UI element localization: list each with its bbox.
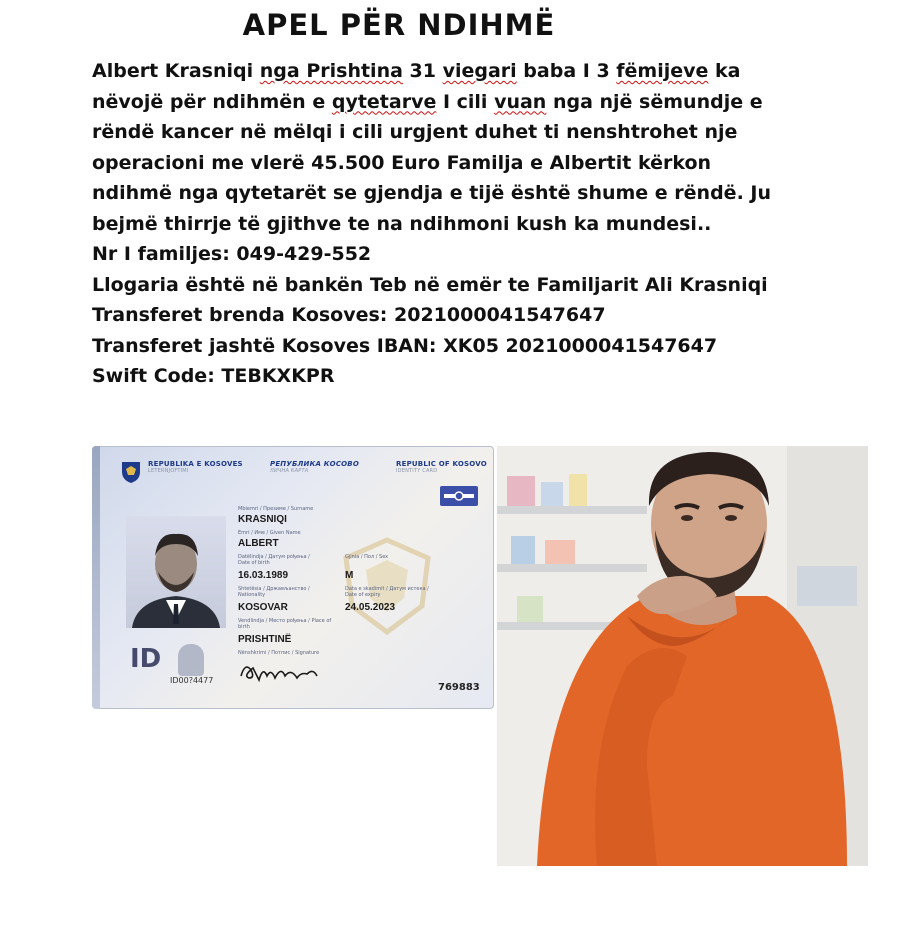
eu-style-flag-icon: [440, 486, 478, 506]
page-title: APEL PËR NDIHMË: [242, 8, 556, 42]
card-id-number: ID00?4477: [170, 676, 214, 685]
card-header-english: REPUBLIC OF KOSOVO IDENTITY CARD: [396, 460, 487, 474]
card-edge: [92, 446, 100, 709]
person-illustration: [497, 446, 868, 866]
card-date-of-birth: 16.03.1989: [238, 570, 289, 581]
text-line: bejmë thirrje të gjithve te na ndihmoni kush ka mundesi..: [92, 212, 712, 235]
international-transfer: Transferet jashtë Kosoves IBAN: XK05 2021000041547647: [92, 334, 718, 357]
text-line: rëndë kancer në mëlqi i cili urgjent duhet ti nenshtrohet nje: [92, 121, 738, 143]
family-phone: Nr I familjes: 049-429-552: [92, 243, 372, 265]
card-sex: M: [345, 570, 354, 581]
card-nationality: KOSOVAR: [238, 602, 288, 613]
card-serial-number: 769883: [438, 682, 480, 693]
card-expiry-date: 24.05.2023: [345, 602, 396, 613]
card-place-of-birth: PRISHTINË: [238, 634, 292, 645]
kosovo-emblem-icon: [120, 460, 142, 484]
identity-card-image: REPUBLIKA E KOSOVES LETERNJOFTIMI РЕПУБЛИКА КОСОВО ЛИЧНА КАРТА REPUBLIC OF KOSOVO IDENTITY CARD Mbiemri / Презиме / Surname KRASNIQI Emri / Име / Given Name ALBERT Datëlindja / Датум рођења / Date of birth 16.03.1989 Gjinia / Пол / Sex M Shtetësia / Држављанство / Nationality KOSOVAR Data e skadimit / Датум истека / Date of expiry 24.05.2023 Vendlindja / Место рођења / Place of birth PRISHTINË Nënshkrimi / Потпис / Signature ID ID00?4477 769883: [92, 446, 494, 709]
text-line: Albert Krasniqi nga Prishtina 31 viegari baba I 3 fëmijeve ka: [92, 60, 741, 82]
ghost-portrait: [178, 644, 204, 676]
card-given-name: ALBERT: [238, 538, 279, 549]
card-header-albanian: REPUBLIKA E KOSOVES LETERNJOFTIMI: [148, 460, 243, 474]
text-line: operacioni me vlerë 45.500 Euro Familja e Albertit kërkon: [92, 151, 712, 174]
card-header-serbian: РЕПУБЛИКА КОСОВО ЛИЧНА КАРТА: [270, 460, 359, 474]
bank-account-line: Llogaria është në bankën Teb në emër te Familjarit Ali Krasniqi: [92, 273, 768, 296]
id-mark: ID: [130, 644, 162, 674]
card-surname: KRASNIQI: [238, 514, 287, 525]
person-photo: [497, 446, 868, 866]
text-line: nëvojë për ndihmën e qytetarve I cili vuan nga një sëmundje e: [92, 90, 763, 113]
card-portrait-photo: [126, 516, 226, 628]
domestic-transfer: Transferet brenda Kosoves: 2021000041547647: [92, 304, 606, 326]
appeal-text: [92, 56, 812, 392]
swift-code: Swift Code: TEBKXKPR: [92, 365, 335, 387]
signature-icon: [237, 658, 327, 686]
text-line: ndihmë nga qytetarët se gjendja e tijë është shume e rëndë. Ju: [92, 182, 771, 204]
